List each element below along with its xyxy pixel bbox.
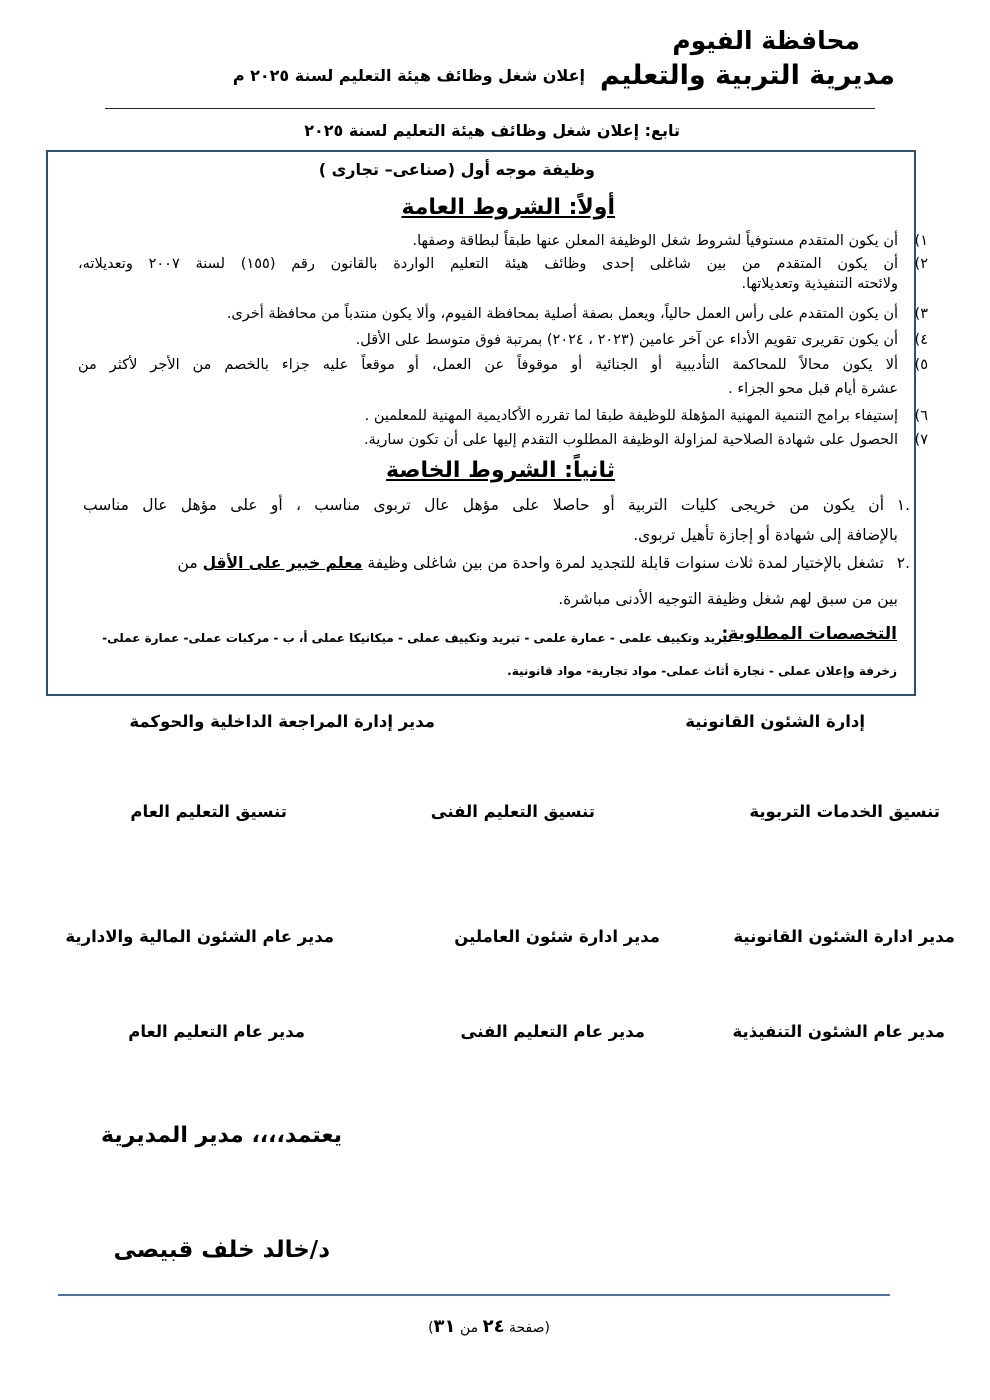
signature-general-coordination: تنسيق التعليم العام: [130, 802, 287, 821]
condition-text: ألا يكون محالاً للمحاكمة التأديبية أو الجنائية أو موقوفاً عن العمل، أو موقعاً عليه جزاء بالخصم من الأجر لأكثر من: [78, 357, 898, 373]
condition-text: أن يكون المتقدم مستوفياً لشروط شغل الوظيفة المعلن عنها طبقاً لبطاقة وصفها.: [412, 233, 898, 249]
page-number: [428, 1316, 550, 1337]
special-text-end: من: [177, 554, 198, 572]
special-text-cont: بين من سبق لهم شغل وظيفة التوجيه الأدنى مباشرة.: [558, 590, 898, 608]
condition-number: ٥): [914, 357, 928, 373]
condition-item-3: [78, 304, 928, 324]
signature-tech-education-director: مدير عام التعليم الفنى: [460, 1022, 645, 1041]
signature-tech-coordination: تنسيق التعليم الفنى: [430, 802, 595, 821]
signature-legal-affairs: إدارة الشئون القانونية: [685, 712, 865, 731]
condition-item-5: [78, 353, 928, 401]
header-divider: [105, 108, 875, 109]
special-item-2: [83, 548, 910, 614]
condition-text: أن يكون تقريرى تقويم الأداء عن آخر عامين (٢٠٢٣ ، ٢٠٢٤) بمرتبة فوق متوسط على الأقل.: [355, 332, 898, 348]
majors-label: التخصصات المطلوبة:: [721, 624, 897, 644]
condition-number: ١): [914, 233, 928, 249]
announcement-heading: إعلان شغل وظائف هيئة التعليم لسنة ٢٠٢٥ م: [232, 66, 585, 85]
majors-list-line-1: تبريد وتكييف علمى - عمارة علمى - تبريد وتكييف عملى - ميكانيكا عملى أ، ب - مركبات عملى- عمارة عملى-: [102, 631, 732, 645]
signature-legal-director: مدير ادارة الشئون القانونية: [733, 927, 955, 946]
page-current: ٢٤: [482, 1316, 505, 1337]
special-number: .١: [896, 496, 910, 514]
condition-text: الحصول على شهادة الصلاحية لمزاولة الوظيفة المطلوب التقدم إليها على أن تكون سارية.: [363, 432, 898, 448]
continuation-title: تابع: إعلان شغل وظائف هيئة التعليم لسنة ٢٠٢٥: [304, 121, 680, 140]
condition-number: ٤): [914, 332, 928, 348]
approval-label: يعتمد،،،، مدير المديرية: [101, 1123, 342, 1148]
special-item-1: [83, 490, 910, 550]
special-conditions-title: ثانياً: الشروط الخاصة: [385, 458, 615, 483]
condition-text: أن يكون المتقدم من بين شاغلى إحدى وظائف هيئة التعليم الواردة بالقانون رقم (١٥٥) لسنة ٢٠٠٧ وتعديلاته،: [78, 256, 898, 272]
condition-text: إستيفاء برامج التنمية المهنية المؤهلة للوظيفة طبقا لما تقرره الأكاديمية المهنية للمعلمين .: [364, 408, 898, 424]
condition-text-cont: عشرة أيام قبل محو الجزاء .: [728, 381, 898, 397]
condition-text: أن يكون المتقدم على رأس العمل حالياً، ويعمل بصفة أصلية بمحافظة الفيوم، وألا يكون منتدباً من محافظة أخرى.: [226, 306, 898, 322]
special-number: .٢: [896, 554, 910, 572]
signature-general-education-director: مدير عام التعليم العام: [128, 1022, 305, 1041]
signature-finance-director: مدير عام الشئون المالية والادارية: [65, 927, 334, 946]
directorate-name: مديرية التربية والتعليم: [600, 60, 895, 91]
general-conditions-title: أولاً: الشروط العامة: [401, 195, 615, 220]
signature-hr-director: مدير ادارة شئون العاملين: [454, 927, 660, 946]
condition-text-cont: ولائحته التنفيذية وتعديلاتها.: [741, 276, 898, 292]
signature-internal-audit: مدير إدارة المراجعة الداخلية والحوكمة: [129, 712, 435, 731]
signature-edu-services: تنسيق الخدمات التربوية: [749, 802, 940, 821]
majors-list-line-2: زخرفة وإعلان عملى - نجارة أثاث عملى- مواد تجارية- مواد قانونية.: [507, 664, 897, 678]
governorate-name: محافظة الفيوم: [672, 26, 860, 55]
condition-item-6: [78, 406, 928, 426]
page-total: ٣١: [433, 1316, 456, 1337]
condition-item-7: [78, 430, 928, 450]
page-prefix: (صفحة: [509, 1320, 550, 1336]
job-title: وظيفة موجه أول (صناعى– تجارى ): [318, 160, 595, 179]
special-text-cont: بالإضافة إلى شهادة أو إجازة تأهيل تربوى.: [633, 526, 898, 544]
condition-item-1: [78, 231, 928, 251]
condition-item-2: [78, 254, 928, 294]
special-text: تشغل بالإختيار لمدة ثلاث سنوات قابلة للتجديد لمرة واحدة من بين شاغلى وظيفة: [367, 554, 884, 572]
special-text: أن يكون من خريجى كليات التربية أو حاصلا على مؤهل عال تربوى مناسب ، أو على مؤهل عال مناسب: [83, 496, 884, 514]
page-suffix: ): [428, 1320, 434, 1336]
condition-number: ٧): [914, 432, 928, 448]
approver-name: د/خالد خلف قبيصى: [113, 1237, 330, 1263]
footer-divider: [58, 1294, 890, 1296]
condition-number: ٦): [914, 408, 928, 424]
condition-number: ٣): [914, 306, 928, 322]
special-highlight: معلم خبير على الأقل: [202, 554, 363, 572]
page-of: من: [459, 1320, 479, 1336]
condition-number: ٢): [914, 256, 928, 272]
condition-item-4: [78, 330, 928, 350]
signature-executive-director: مدير عام الشئون التنفيذية: [732, 1022, 945, 1041]
